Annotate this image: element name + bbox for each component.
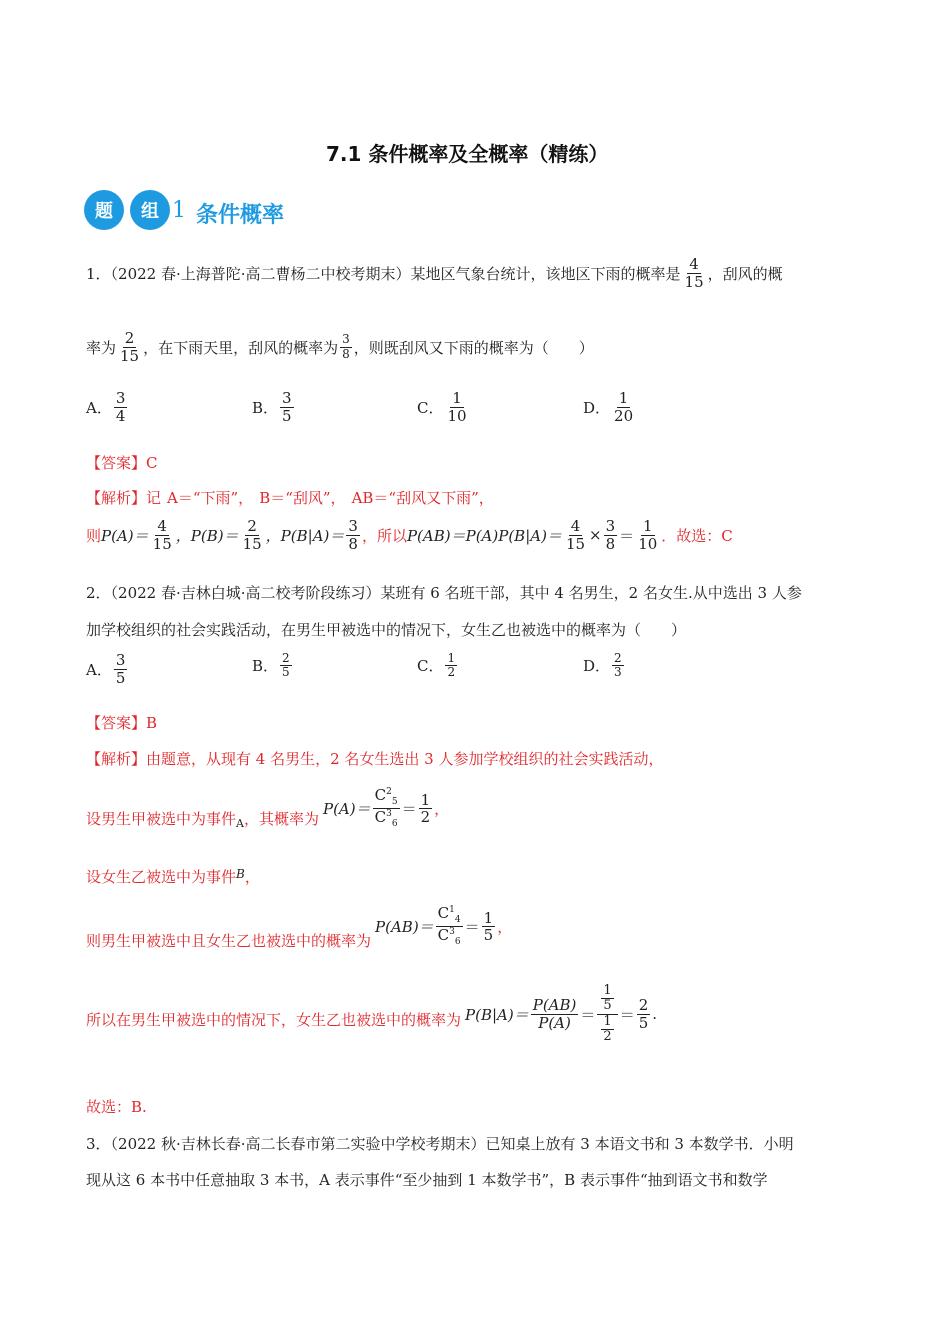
q1-stem-text-a: 1．（2022 春·上海普陀·高二曹杨二中校考期末）某地区气象台统计，该地区下雨的概率是 [86,264,681,283]
q1-option-b[interactable]: B． $\frac{3}{5}$ [252,389,292,425]
q1-stem-text-d: ，在下雨天里，刮风的概率为 [143,338,339,357]
q2-option-c[interactable]: C． $\frac{1}{2}$ [417,651,456,680]
q3-stem-line2: 现从这 6 本书中任意抽取 3 本书，A 表示事件“至少抽到 1 本数学书”，B 表示事件“抽到语文书和数学 [86,1171,768,1189]
q1-fraction-rain: $\frac{4}{15}$ [684,255,704,291]
group-number: 1 [172,198,186,223]
q1-fraction-cond: $\frac{3}{8}$ [342,332,350,361]
q2-answer: 【答案】B [86,714,158,732]
page-title: 7.1 条件概率及全概率（精练） [326,142,609,166]
q1-analysis-line2: 则 P(A)＝ $\frac{4}{15}$ ，P(B)＝ $\frac{2}{15}$ ，P(B|A)＝ $\frac{3}{8}$ ，所以 P(AB)＝P(A)P(B|A)＝ $\frac{4}{15}$ × $\frac{3}{8}$ ＝ $\frac{1}{10}$ ．故选：C [86,517,733,553]
q2-analysis-line4: 则男生甲被选中且女生乙也被选中的概率为 P(AB)＝ $\frac{C^1_4}{C^3_6}$ ＝ $\frac{1}{5}$ ， [86,904,513,950]
q2-analysis-line1: 【解析】由题意，从现有 4 名男生，2 名女生选出 3 人参加学校组织的社会实践活动， [86,750,664,768]
q1-answer: 【答案】C [86,454,158,472]
group-badge-1: 题 [84,190,124,230]
q2-stem-line1: 2．（2022 春·吉林白城·高二校考阶段练习）某班有 6 名班干部，其中 4 名男生，2 名女生.从中选出 3 人参 [86,584,802,602]
group-title: 条件概率 [196,203,285,228]
q2-option-a[interactable]: A． $\frac{3}{5}$ [86,651,126,687]
q1-stem-text-b: ，刮风的概 [707,264,783,283]
q2-analysis-conclusion: 故选：B. [86,1098,147,1116]
q1-option-c[interactable]: C． $\frac{1}{10}$ [417,389,467,425]
q1-stem-line1 [86,256,783,290]
q2-analysis-line3: 设女生乙被选中为事件 B ， [86,866,260,886]
q2-option-d[interactable]: D． $\frac{2}{3}$ [583,651,622,680]
q1-option-d[interactable]: D． $\frac{1}{20}$ [583,389,634,425]
q2-stem-line2: 加学校组织的社会实践活动，在男生甲被选中的情况下，女生乙也被选中的概率为（ ） [86,621,687,639]
q1-stem-text-e: ，则既刮风又下雨的概率为（ ） [353,338,594,357]
group-badge-2: 组 [130,190,170,230]
q1-stem-text-c: 率为 [86,338,117,357]
q2-option-b[interactable]: B． $\frac{2}{5}$ [252,651,290,680]
q1-option-a[interactable]: A． $\frac{3}{4}$ [86,389,126,425]
q3-stem-line1: 3．（2022 秋·吉林长春·高二长春市第二实验中学校考期末）已知桌上放有 3 本语文书和 3 本数学书．小明 [86,1135,794,1153]
q2-analysis-line2: 设男生甲被选中为事件 A ，其概率为 P(A)＝ $\frac{C^2_5}{C^3_6}$ ＝ $\frac{1}{2}$ ， [86,786,450,830]
q2-analysis-line5: 所以在男生甲被选中的情况下，女生乙也被选中的概率为 P(B|A)＝ $\frac{P(AB)}{P(A)}$ ＝ $\frac{\frac{1}{5}}{\frac{1}{2}}$ ＝ $\frac{2}{5}$ . [86,983,658,1044]
q1-analysis-line1: 【解析】记 A＝“下雨”， B＝“刮风”， AB＝“刮风又下雨”， [86,489,494,507]
q1-stem-line2 [86,330,594,364]
q1-fraction-wind: $\frac{2}{15}$ [120,329,140,365]
